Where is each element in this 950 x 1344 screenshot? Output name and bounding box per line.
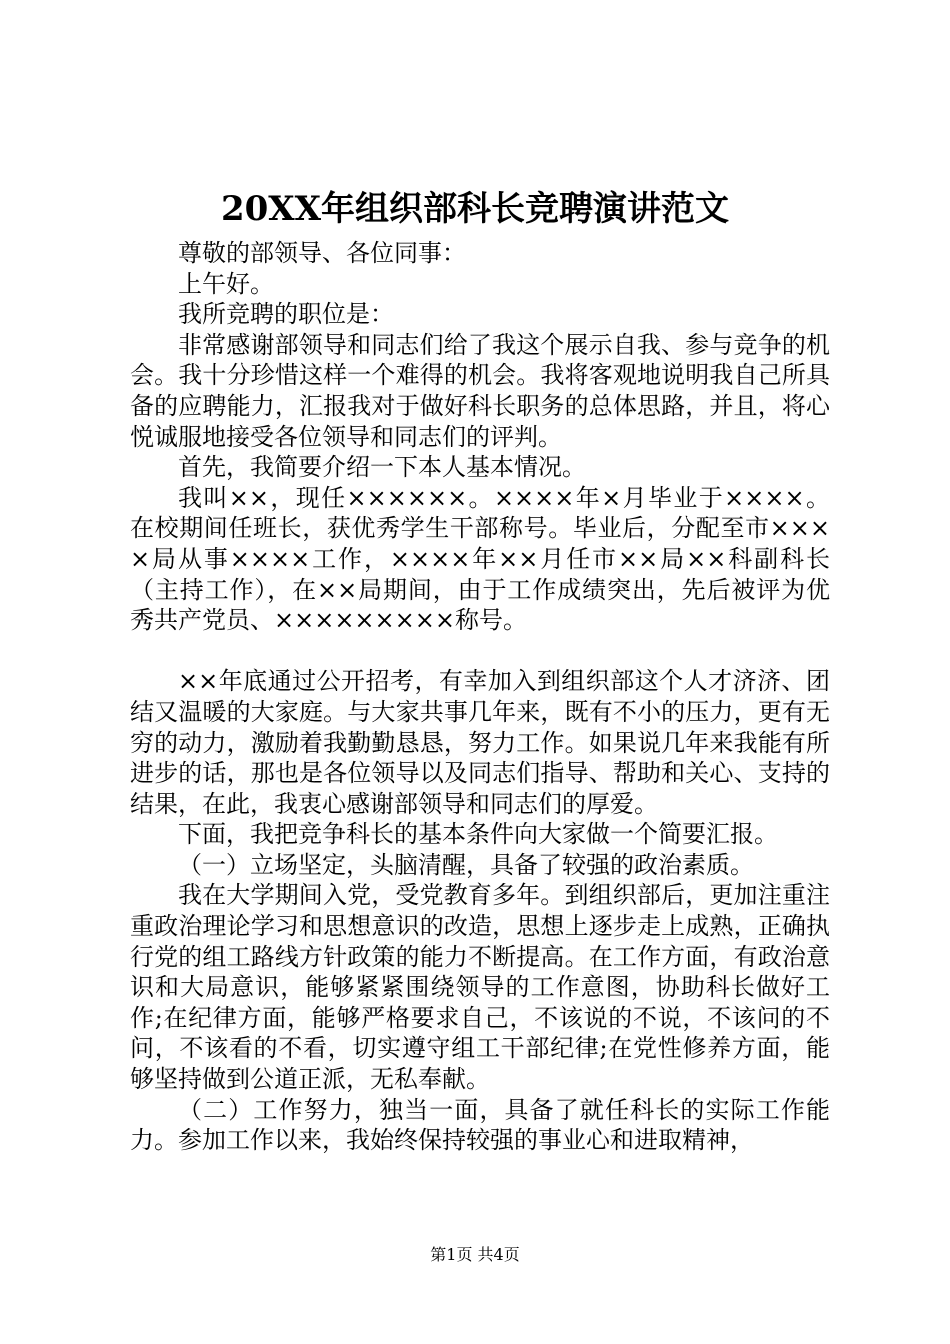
paragraph-political: 我在大学期间入党，受党教育多年。到组织部后，更加注重注重政治理论学习和思想意识的改造，思想上逐步走上成熟，正确执行党的组工路线方针政策的能力不断提高。在工作方面，有政治意识和大局意识，能够紧紧围绕领导的工作意图，协助科长做好工作;在纪律方面，能够严格要求自己，不该说的不说，不该问的不问，不该看的不看，切实遵守组工干部纪律;在党性修养方面，能够坚持做到公道正派，无私奉献。 [130,881,830,1094]
paragraph-position: 我所竞聘的职位是： [178,300,394,329]
section-heading-one: （一）立场坚定，头脑清醒，具备了较强的政治素质。 [178,850,754,879]
paragraph-hello: 上午好。 [178,269,274,298]
paragraph-greeting: 尊敬的部领导、各位同事： [178,239,466,267]
paragraph-joining: ××年底通过公开招考，有幸加入到组织部这个人才济济、团结又温暖的大家庭。与大家共事几年来，既有不小的压力，更有无穷的动力，激励着我勤勤恳恳，努力工作。如果说几年来我能有所进步的话，那也是各位领导以及同志们指导、帮助和关心、支持的结果，在此，我衷心感谢部领导和同志们的厚爱。 [130,667,830,818]
section-heading-two: （二）工作努力，独当一面，具备了就任科长的实际工作能力。参加工作以来，我始终保持较强的事业心和进取精神， [130,1095,830,1155]
paragraph-intro: 首先，我简要介绍一下本人基本情况。 [178,453,586,482]
paragraph-thanks: 非常感谢部领导和同志们给了我这个展示自我、参与竞争的机会。我十分珍惜这样一个难得的机会。我将客观地说明我自己所具备的应聘能力，汇报我对于做好科长职务的总体思路，并且，将心悦诚服地接受各位领导和同志们的评判。 [130,330,830,451]
page-number: 第1页 共4页 [430,1245,520,1264]
paragraph-report-intro: 下面，我把竞争科长的基本条件向大家做一个简要汇报。 [178,820,778,849]
document-title: 20XX年组织部科长竞聘演讲范文 [220,189,730,229]
paragraph-basic-info: 我叫××，现任××××××。××××年×月毕业于××××。在校期间任班长，获优秀学生干部称号。毕业后，分配至市××××局从事××××工作，××××年××月任市××局××科副科长（主持工作），在××局期间，由于工作成绩突出，先后被评为优秀共产党员、×××××××××称号。 [130,483,830,635]
blank-line [130,636,830,667]
document-body [130,238,830,1156]
